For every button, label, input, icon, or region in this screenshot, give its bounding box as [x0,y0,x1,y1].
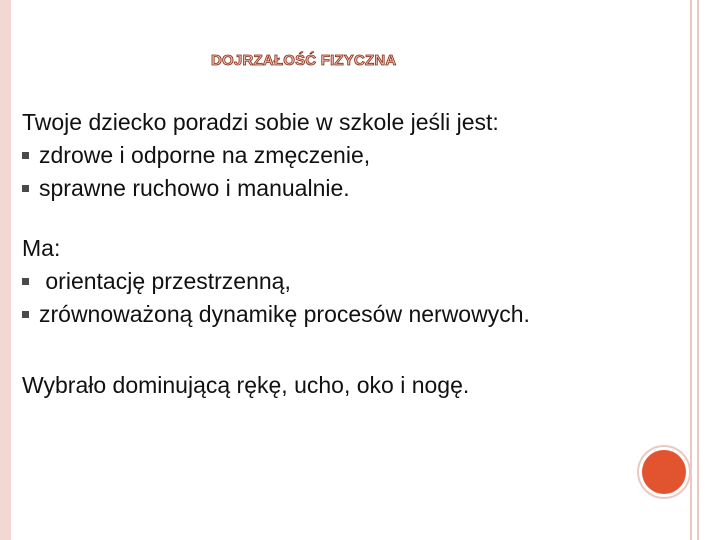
list-item-text: orientację przestrzenną, [39,268,291,294]
list-item [22,139,530,172]
left-border-band [0,0,11,540]
list-item [22,265,530,298]
square-bullet-icon [22,152,29,159]
square-bullet-icon [22,311,29,318]
ma-label: Ma: [22,235,61,261]
closing-text: Wybrało dominującą rękę, ucho, oko i nogę. [22,372,470,398]
list-item-text: zdrowe i odporne na zmęczenie, [39,142,371,168]
list-item-text: zrównoważoną dynamikę procesów nerwowych. [39,301,530,327]
square-bullet-icon [22,185,29,192]
right-border-rule [697,0,699,540]
accent-circle [642,450,686,494]
slide-title: DOJRZAŁOŚĆ FIZYCZNA [211,52,397,69]
list-item-text: sprawne ruchowo i manualnie. [39,175,350,201]
list-item [22,172,530,205]
list-item [22,298,530,331]
right-border-rule [690,0,692,540]
square-bullet-icon [22,278,29,285]
slide-body [22,106,530,402]
intro-text: Twoje dziecko poradzi sobie w szkole jeśli jest: [22,109,499,135]
